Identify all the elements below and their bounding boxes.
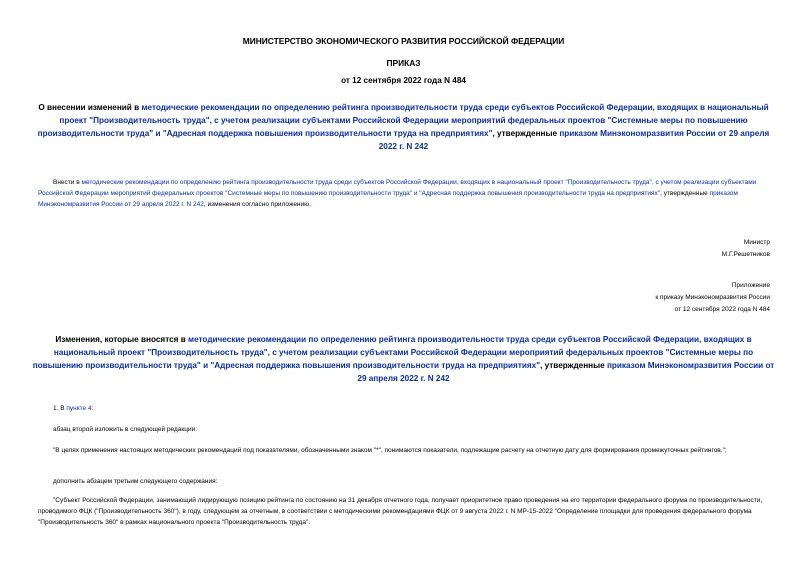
document-type: ПРИКАЗ (386, 58, 421, 68)
order-242-link[interactable]: приказом Минэкономразвития России от 29 апреля 2022 г. N 242 (378, 129, 770, 151)
changes-title-prefix: Изменения, которые вносятся в (55, 335, 189, 344)
item-1-suffix: : (91, 405, 94, 412)
appendix-line3: от 12 сентября 2022 года N 484 (674, 306, 770, 313)
appendix-line2: к приказу Минэкономразвития России (655, 294, 770, 301)
signature-block (722, 237, 770, 261)
intro-paragraph (38, 177, 773, 210)
signature-name: М.Г.Решетников (721, 251, 770, 258)
order-title-prefix: О внесении изменений в (38, 103, 142, 112)
intro-part3: , изменения согласно приложению. (203, 201, 311, 208)
intro-order-242-link[interactable]: приказом Минэкономразвития России от 29 апреля 2022 г. N 242 (38, 190, 738, 208)
item-1 (53, 403, 788, 414)
order-title (30, 101, 777, 153)
order-date-number: от 12 сентября 2022 года N 484 (341, 76, 466, 85)
changes-title-middle: , утвержденные (540, 361, 607, 370)
paragraph-4: дополнить абзацем третьим следующего содержания: (53, 478, 218, 485)
paragraph-3 (38, 445, 773, 456)
appendix-block (655, 280, 770, 316)
clause-4-link[interactable]: пункте 4 (66, 405, 92, 412)
appendix-label: Приложение (731, 282, 770, 289)
signature-position: Министр (743, 239, 770, 246)
paragraph-3-text: "В целях применения настоящих методических рекомендаций под показателями, обозначенными знаком "*", понимаются показатели, подлежащие расчету на отчетную дату для формирования промежуточных рейтингов."; (53, 447, 727, 454)
changes-title (30, 333, 777, 385)
order-title-middle: , утвержденные (492, 129, 560, 138)
changes-order-242-link[interactable]: приказом Минэкономразвития России от 29 апреля 2022 г. N 242 (357, 361, 775, 383)
paragraph-2: абзац второй изложить в следующей редакции: (53, 426, 198, 433)
intro-part2: , утвержденные (660, 190, 710, 197)
ministry-name: МИНИСТЕРСТВО ЭКОНОМИЧЕСКОГО РАЗВИТИЯ РОССИЙСКОЙ ФЕДЕРАЦИИ (242, 36, 565, 46)
changes-guidelines-link[interactable]: методические рекомендации по определению рейтинга производительности труда среди субъектов Российской Федерации, входящих в национальный проект "Производительность труда", с учетом реализации субъектами Российской Федерации мероприятий федеральных проектов "Системные меры по повышению производительности труда" и "Адресная поддержка повышения производительности труда на предприятиях" (32, 335, 754, 370)
intro-guidelines-link[interactable]: методические рекомендации по определению рейтинга производительности труда среди субъектов Российской Федерации, входящих в национальный проект "Производительность труда", с учетом реализации субъектами Российской Федерации мероприятий федеральных проектов "Системные меры по повышению производительности труда" и "Адресная поддержка повышения производительности труда на предприятиях" (38, 179, 757, 197)
paragraph-5: "Субъект Российской Федерации, занимающий лидирующую позицию рейтинга по состоянию на 31 декабря отчетного года, получает приоритетное право проведения на его территории федерального форума по производительности, проводимого ФЦК ("Производительность 360"), в году, следующем за отчетным, в соответствии с методическими рекомендациями ФЦК от 9 августа 2022 г. N МР-15-2022 "Определение площадки для проведения федерального форума "Производительность 360" в рамках национального проекта "Производительность труда". (38, 497, 763, 526)
intro-part1: Внести в (53, 179, 82, 186)
item-1-prefix: 1. В (53, 405, 67, 412)
guidelines-link[interactable]: методические рекомендации по определению рейтинга производительности труда среди субъектов Российской Федерации, входящих в национальный проект "Производительность труда", с учетом реализации субъектами Российской Федерации мероприятий федеральных проектов "Системные меры по повышению производительности труда" и "Адресная поддержка повышения производительности труда на предприятиях" (37, 103, 769, 138)
